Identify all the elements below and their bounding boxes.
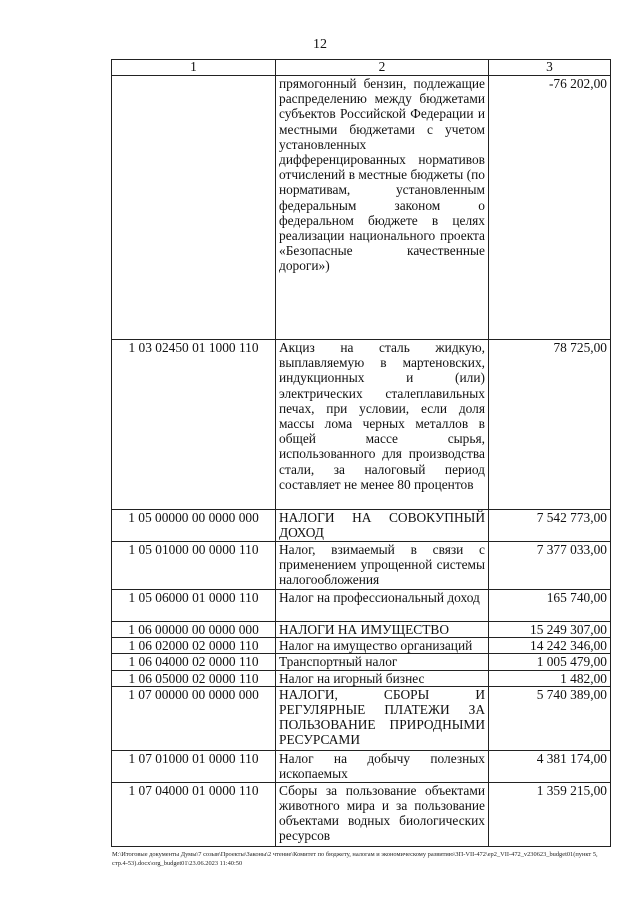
row-code: 1 06 00000 00 0000 000 — [112, 622, 276, 638]
row-code: 1 05 00000 00 0000 000 — [112, 510, 276, 542]
row-name: Налог, взимаемый в связи с применением упрощенной системы налогообложения — [276, 542, 489, 590]
row-code: 1 05 06000 01 0000 110 — [112, 590, 276, 622]
document-path-footer: М:\Итоговые документы Думы\7 созыв\Проекты\Законы\2 чтение\Комитет по бюджету, налогам и экономическому развитию\ЗП-VII-472\ер2_VII-472_v230623_budget01(пункт 5, стр.4-53).docx\org_budget01\23.06.2023 11:40:50 — [112, 851, 598, 867]
row-name: Налог на игорный бизнес — [276, 670, 489, 686]
table-row — [112, 638, 611, 654]
row-amount: 1 359 215,00 — [489, 782, 611, 846]
row-amount: 7 377 033,00 — [489, 542, 611, 590]
row-code: 1 03 02450 01 1000 110 — [112, 340, 276, 510]
row-name: НАЛОГИ НА ИМУЩЕСТВО — [276, 622, 489, 638]
row-amount: 165 740,00 — [489, 590, 611, 622]
row-amount: 7 542 773,00 — [489, 510, 611, 542]
header-col-2: 2 — [276, 60, 489, 76]
row-name: Транспортный налог — [276, 654, 489, 670]
header-col-1: 1 — [112, 60, 276, 76]
row-name: Налог на профессиональный доход — [276, 590, 489, 622]
row-amount: 1 482,00 — [489, 670, 611, 686]
row-name: НАЛОГИ НА СОВОКУПНЫЙ ДОХОД — [276, 510, 489, 542]
table-row — [112, 750, 611, 782]
table-header-row — [112, 60, 611, 76]
row-code: 1 07 04000 01 0000 110 — [112, 782, 276, 846]
table-row — [112, 340, 611, 510]
budget-table — [111, 59, 611, 847]
row-code: 1 06 02000 02 0000 110 — [112, 638, 276, 654]
table-row — [112, 76, 611, 340]
row-code: 1 07 01000 01 0000 110 — [112, 750, 276, 782]
row-amount: 15 249 307,00 — [489, 622, 611, 638]
row-name: Сборы за пользование объектами животного мира и за пользование объектами водных биологических ресурсов — [276, 782, 489, 846]
row-name: Акциз на сталь жидкую, выплавляемую в мартеновских, индукционных и (или) электрических сталеплавильных печах, при условии, если доля массы лома черных металлов в общей массе сырья, использованного для производства стали, за налоговый период составляет не менее 80 процентов — [276, 340, 489, 510]
row-amount: -76 202,00 — [489, 76, 611, 340]
table-row — [112, 510, 611, 542]
table-row — [112, 782, 611, 846]
table-row — [112, 542, 611, 590]
row-name: прямогонный бензин, подлежащие распределению между бюджетами субъектов Российской Федерации и местными бюджетами с учетом установленных дифференцированных нормативов отчислений в местные бюджеты (по нормативам, установленным федеральным законом о федеральном бюджете в целях реализации национального проекта «Безопасные качественные дороги») — [276, 76, 489, 340]
table-row — [112, 670, 611, 686]
row-code: 1 06 04000 02 0000 110 — [112, 654, 276, 670]
table-row — [112, 590, 611, 622]
row-name: Налог на добычу полезных ископаемых — [276, 750, 489, 782]
table-row — [112, 622, 611, 638]
row-amount: 14 242 346,00 — [489, 638, 611, 654]
row-amount: 5 740 389,00 — [489, 686, 611, 750]
row-code: 1 06 05000 02 0000 110 — [112, 670, 276, 686]
table-row — [112, 654, 611, 670]
table-row — [112, 686, 611, 750]
row-name: НАЛОГИ, СБОРЫ И РЕГУЛЯРНЫЕ ПЛАТЕЖИ ЗА ПОЛЬЗОВАНИЕ ПРИРОДНЫМИ РЕСУРСАМИ — [276, 686, 489, 750]
row-amount: 1 005 479,00 — [489, 654, 611, 670]
row-code — [112, 76, 276, 340]
row-amount: 78 725,00 — [489, 340, 611, 510]
page-number: 12 — [313, 37, 327, 52]
row-code: 1 05 01000 00 0000 110 — [112, 542, 276, 590]
row-amount: 4 381 174,00 — [489, 750, 611, 782]
header-col-3: 3 — [489, 60, 611, 76]
row-code: 1 07 00000 00 0000 000 — [112, 686, 276, 750]
row-name: Налог на имущество организаций — [276, 638, 489, 654]
